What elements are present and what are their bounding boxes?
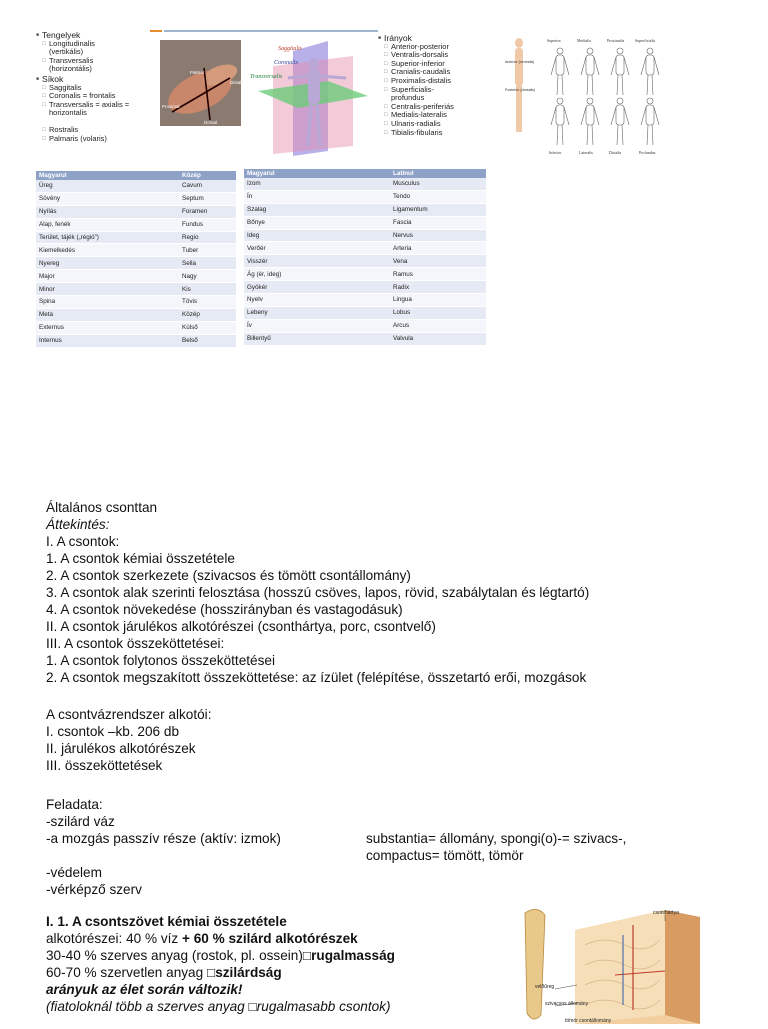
table-cell: Sella xyxy=(179,257,236,270)
table-cell: Tuber xyxy=(179,244,236,257)
plane-label-coronal: Coronalis xyxy=(274,60,298,66)
table-row xyxy=(36,257,236,270)
axes-planes-list xyxy=(36,30,156,143)
table-row xyxy=(36,180,236,192)
dirs-top-label: Superior xyxy=(547,38,561,43)
missing-glyph: □ xyxy=(302,948,312,963)
dirs-side-label: Posterior (dorsalis) xyxy=(505,88,536,92)
outline-item: II. A csontok járulékos alkotórészei (csonthártya, porc, csontvelő) xyxy=(46,619,436,634)
chem-text-bold: rugalmasság xyxy=(311,948,395,963)
table-row xyxy=(36,192,236,205)
table-row xyxy=(244,294,486,307)
missing-glyph: □ xyxy=(248,999,257,1014)
table-cell: Közép xyxy=(179,308,236,321)
table-row xyxy=(244,216,486,229)
table-row xyxy=(36,321,236,334)
table-cell: Nyereg xyxy=(36,257,179,270)
table-row xyxy=(244,203,486,216)
axes-item: □ Longitudinalis (vertikális) xyxy=(36,40,129,57)
outline-item: III. A csontok összeköttetései: xyxy=(46,636,225,651)
table-header: Magyarul xyxy=(36,171,179,180)
table-cell: Üreg xyxy=(36,180,179,192)
table-header: Közép xyxy=(179,171,236,180)
table-cell: Minor xyxy=(36,283,179,296)
tasks-section xyxy=(46,796,281,898)
table-header: Magyarul xyxy=(244,169,390,178)
table-cell: Radix xyxy=(390,281,486,294)
table-row xyxy=(244,178,486,190)
outline-item: 4. A csontok növekedése (hosszirányban és vastagodásuk) xyxy=(46,602,403,617)
dirs-top-label: Proximalis xyxy=(607,38,625,43)
chem-text-bold: + 60 % szilárd alkotórészek xyxy=(178,931,358,946)
chem-text: rugalmasabb csontok) xyxy=(256,999,391,1014)
table-cell: Nyelv xyxy=(244,294,390,307)
direction-item: □ Superficialis-profundus xyxy=(378,86,451,103)
photo-label: Distal xyxy=(230,80,241,85)
component-item: III. összeköttetések xyxy=(46,758,163,773)
table-cell: Spina xyxy=(36,296,179,309)
dirs-bottom-label: Inferior xyxy=(549,150,562,155)
table-cell: Tövis xyxy=(179,296,236,309)
task-item: -a mozgás passzív része (aktív: izmok) xyxy=(46,831,281,846)
axes-item: □ Transversalis (horizontális) xyxy=(36,57,129,74)
hand-directions-photo xyxy=(160,40,241,126)
chem-text: 30-40 % szerves anyag (rostok, pl. ossein) xyxy=(46,948,303,963)
table-cell: Externus xyxy=(36,321,179,334)
extra-item: □ Palmaris (volaris) xyxy=(36,135,156,144)
table-cell: Billentyű xyxy=(244,332,390,345)
outline-item: 1. A csontok kémiai összetétele xyxy=(46,551,235,566)
outline-item: I. A csontok: xyxy=(46,534,120,549)
table-cell: Cavum xyxy=(179,180,236,192)
vocab-table-1 xyxy=(36,171,236,348)
task-item: -vérképző szerv xyxy=(46,882,142,897)
table-cell: Ideg xyxy=(244,229,390,242)
dirs-bottom-label: Profundus xyxy=(639,150,656,155)
planes-item: □ Transversalis = axialis = horizontalis xyxy=(36,101,147,118)
direction-item: □ Medialis-lateralis xyxy=(378,111,498,120)
table-cell: Meta xyxy=(36,308,179,321)
table-row xyxy=(36,296,236,309)
planes-item: □ Saggitalis xyxy=(36,84,156,93)
table-row xyxy=(36,244,236,257)
table-cell: Fascia xyxy=(390,216,486,229)
table-row xyxy=(244,242,486,255)
table-cell: Musculus xyxy=(390,178,486,190)
table-cell: Lingua xyxy=(390,294,486,307)
table-cell: Arcus xyxy=(390,319,486,332)
table-cell: Szalag xyxy=(244,203,390,216)
table-cell: Vena xyxy=(390,255,486,268)
glossary-item: substantia= állomány, spongi(o)-= szivacs-, xyxy=(366,831,627,846)
chem-title: I. 1. A csontszövet kémiai összetétele xyxy=(46,914,287,929)
table-cell: Nagy xyxy=(179,270,236,283)
bone-label: csonthártya xyxy=(653,910,679,916)
table-row xyxy=(36,334,236,347)
direction-item: □ Proximalis-distalis xyxy=(378,77,498,86)
table-cell: Kis xyxy=(179,283,236,296)
planes-item: □ Coronalis = frontalis xyxy=(36,92,156,101)
table-cell: Valvula xyxy=(390,332,486,345)
direction-item: □ Cranialis-caudalis xyxy=(378,68,498,77)
direction-item: □ Ulnaris-radialis xyxy=(378,120,498,129)
table-row xyxy=(36,283,236,296)
table-row xyxy=(36,205,236,218)
table-cell: Ín xyxy=(244,190,390,203)
dirs-side-label: Anterior (ventralis) xyxy=(505,60,535,64)
table-cell: Nervus xyxy=(390,229,486,242)
components-section xyxy=(46,706,211,774)
axes-heading: ■ Tengelyek xyxy=(36,31,156,40)
table-cell: Ramus xyxy=(390,268,486,281)
direction-item: □ Superior-inferior xyxy=(378,60,498,69)
extra-item: □ Rostralis xyxy=(36,126,156,135)
component-item: II. járulékos alkotórészek xyxy=(46,741,196,756)
table-cell: Ligamentum xyxy=(390,203,486,216)
slide-title-line xyxy=(164,30,378,32)
dirs-bottom-label: Lateralis xyxy=(579,150,593,155)
table-cell: Visszér xyxy=(244,255,390,268)
table-cell: Major xyxy=(36,270,179,283)
task-item: -szilárd váz xyxy=(46,814,115,829)
vocab-table-2 xyxy=(244,169,486,346)
plane-label-sagittal: Saggitalis xyxy=(278,46,303,52)
overview-section xyxy=(46,499,589,686)
table-cell: Ág (ér, ideg) xyxy=(244,268,390,281)
anatomical-directions-figure xyxy=(505,33,693,157)
table-cell: Terület, tájék („régió”) xyxy=(36,231,179,244)
direction-item: □ Anterior-posterior xyxy=(378,43,498,52)
dirs-top-label: Superficialis xyxy=(635,38,656,43)
bone-label: tömör csontállomány xyxy=(565,1018,612,1024)
bone-label: velőűreg xyxy=(535,984,555,990)
dirs-top-label: Medialis xyxy=(577,38,591,43)
missing-glyph: □ xyxy=(206,965,216,980)
glossary xyxy=(366,830,626,864)
plane-label-transversal: Transversalis xyxy=(250,74,283,80)
table-row xyxy=(36,231,236,244)
table-cell: Kiemelkedés xyxy=(36,244,179,257)
bone-structure-illustration xyxy=(515,905,700,1024)
chem-text: (fiatoloknál több a szerves anyag xyxy=(46,999,249,1014)
table-row xyxy=(244,319,486,332)
table-cell: Lobus xyxy=(390,306,486,319)
table-cell: Külső xyxy=(179,321,236,334)
outline-item: 3. A csontok alak szerinti felosztása (hosszú csöves, lapos, rövid, szabálytalan és légtartó) xyxy=(46,585,590,600)
table-header: Latinul xyxy=(390,169,486,178)
table-row xyxy=(36,218,236,231)
directions-heading: ■ Irányok xyxy=(378,34,498,43)
component-item: I. csontok –kb. 206 db xyxy=(46,724,180,739)
glossary-item: compactus= tömött, tömör xyxy=(366,848,524,863)
outline-item: 2. A csontok szerkezete (szivacsos és tömött csontállomány) xyxy=(46,568,411,583)
table-cell: Alap, fenék xyxy=(36,218,179,231)
table-cell: Gyökér xyxy=(244,281,390,294)
chemistry-section xyxy=(46,913,395,1015)
table-cell: Internus xyxy=(36,334,179,347)
table-cell: Sövény xyxy=(36,192,179,205)
table-row xyxy=(244,255,486,268)
table-row xyxy=(244,229,486,242)
components-title: A csontvázrendszer alkotói: xyxy=(46,707,212,722)
task-title: Feladata: xyxy=(46,797,103,812)
table-row xyxy=(244,268,486,281)
planes-heading: ■ Síkok xyxy=(36,75,156,84)
photo-label: Palmar xyxy=(190,70,205,75)
table-cell: Belső xyxy=(179,334,236,347)
photo-label: Proximal xyxy=(162,104,180,109)
table-cell: Septum xyxy=(179,192,236,205)
table-row xyxy=(244,332,486,345)
table-cell: Lebeny xyxy=(244,306,390,319)
table-row xyxy=(36,308,236,321)
table-row xyxy=(36,270,236,283)
table-row xyxy=(244,190,486,203)
direction-item: □ Ventralis-dorsalis xyxy=(378,51,498,60)
photo-label: Dorsal xyxy=(204,120,218,125)
table-cell: Izom xyxy=(244,178,390,190)
table-row xyxy=(244,306,486,319)
body-planes-figure xyxy=(248,36,374,156)
outline-item: 2. A csontok megszakított összeköttetése: az ízület (felépítése, összetartó erői, mozgások xyxy=(46,670,587,685)
overview-label: Áttekintés: xyxy=(46,517,110,532)
outline-item: 1. A csontok folytonos összeköttetései xyxy=(46,653,275,668)
table-cell: Verőér xyxy=(244,242,390,255)
direction-item: □ Tibialis-fibularis xyxy=(378,129,498,138)
chem-note: arányuk az élet során változik! xyxy=(46,982,243,997)
table-cell: Foramen xyxy=(179,205,236,218)
table-cell: Bőnye xyxy=(244,216,390,229)
chem-text: alkotórészei: 40 % víz xyxy=(46,931,179,946)
chem-text-bold: szilárdság xyxy=(215,965,282,980)
doc-title: Általános csonttan xyxy=(46,500,158,515)
task-item: -védelem xyxy=(46,865,102,880)
table-cell: Ív xyxy=(244,319,390,332)
bone-label: szivacsos állomány xyxy=(545,1001,589,1007)
table-row xyxy=(244,281,486,294)
table-cell: Fundus xyxy=(179,218,236,231)
table-cell: Arteria xyxy=(390,242,486,255)
table-cell: Regio xyxy=(179,231,236,244)
dirs-bottom-label: Distalis xyxy=(609,150,622,155)
chem-text: 60-70 % szervetlen anyag xyxy=(46,965,207,980)
direction-item: □ Centralis-periferiás xyxy=(378,103,498,112)
table-cell: Tendo xyxy=(390,190,486,203)
table-cell: Nyílás xyxy=(36,205,179,218)
directions-list xyxy=(378,33,498,137)
